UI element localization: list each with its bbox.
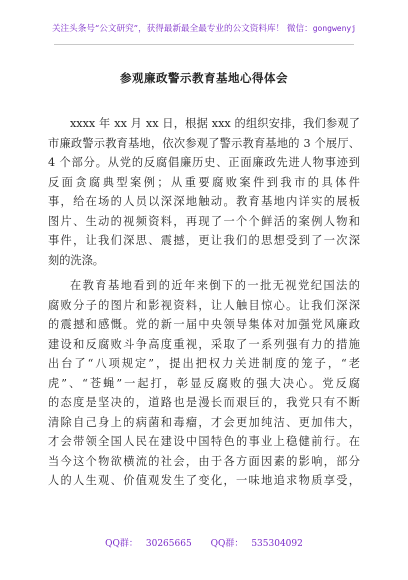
paragraph-line: 刻的洗涤。 xyxy=(48,253,104,267)
header-wechat-value: gongwenyj xyxy=(312,24,357,33)
paragraph-line: 事件，让我们深思、震撼，更让我们的思想受到了一次深 xyxy=(48,234,360,247)
paragraph-line: 人的人生观、价值观发生了变化，一味地追求物质享受， xyxy=(48,474,360,487)
footer-qq-value: 30265665 xyxy=(145,539,192,549)
paragraph-line: 事，给在场的人员以深深地触动。教育基地内详实的展板 xyxy=(48,195,360,208)
paragraph-line: 出台了“八项规定”，提出把权力关进制度的笼子，“老 xyxy=(48,357,360,370)
footer-qq-label: QQ群： xyxy=(210,539,244,549)
paragraph-line: 清除自己身上的病菌和毒瘤，才会更加纯洁、更加伟大， xyxy=(48,415,360,429)
paragraph-line: xxxx 年 xx 月 xx 日，根据 xxx 的组织安排，我们参观了 xyxy=(70,117,360,130)
paragraph-line: 反面贪腐典型案例；从重要腐败案件到我市的具体件 xyxy=(48,175,360,189)
paragraph-line: 图片、生动的视频资料，再现了一个个鲜活的案例人物和 xyxy=(48,214,360,228)
paragraph xyxy=(48,276,360,491)
paragraph-line: 在教育基地看到的近年来倒下的一批无视党纪国法的 xyxy=(70,279,360,292)
footer-qq-group-2 xyxy=(207,539,307,549)
header-divider xyxy=(54,44,354,45)
footer-qq-value: 535304092 xyxy=(251,539,303,549)
paragraph-line: 4 个部分。从党的反腐倡廉历史、正面廉政先进人物事迹到 xyxy=(48,156,360,169)
header-note xyxy=(0,22,408,34)
document-title: 参观廉政警示教育基地心得体会 xyxy=(120,71,288,85)
paragraph-line: 当今这个物欲横流的社会，由于各方面因素的影响，部分 xyxy=(48,454,360,468)
paragraph-line: 的态度是坚决的，道路也是漫长而艰巨的，我党只有不断 xyxy=(48,396,360,409)
header-note-prefix: 关注头条号“公文研究”，获得最新最全最专业的公文资料库！ xyxy=(51,24,285,34)
paragraph-line: 才会带领全国人民在建设中国特色的事业上稳健前行。在 xyxy=(48,435,360,448)
paragraph-line: 建设和反腐败斗争高度重视，采取了一系列强有力的措施 xyxy=(48,337,360,351)
paragraph-line: 的震撼和感慨。党的新一届中央领导集体对加强党风廉政 xyxy=(48,318,360,331)
footer-qq-group-1 xyxy=(101,539,196,549)
header-wechat-label: 微信： xyxy=(286,24,313,34)
document-body xyxy=(48,114,360,491)
paragraph-line: 虎”、“苍蝇”一起打，彰显反腐败的强大决心。党反腐 xyxy=(48,376,360,390)
paragraph xyxy=(48,114,360,270)
paragraph-line: 市廉政警示教育基地，依次参观了警示教育基地的 3 个展厅、 xyxy=(48,136,360,150)
footer-contact xyxy=(0,536,408,549)
paragraph-line: 腐败分子的图片和影视资料，让人触目惊心。让我们深深 xyxy=(48,298,360,312)
footer-qq-label: QQ群： xyxy=(105,539,138,549)
